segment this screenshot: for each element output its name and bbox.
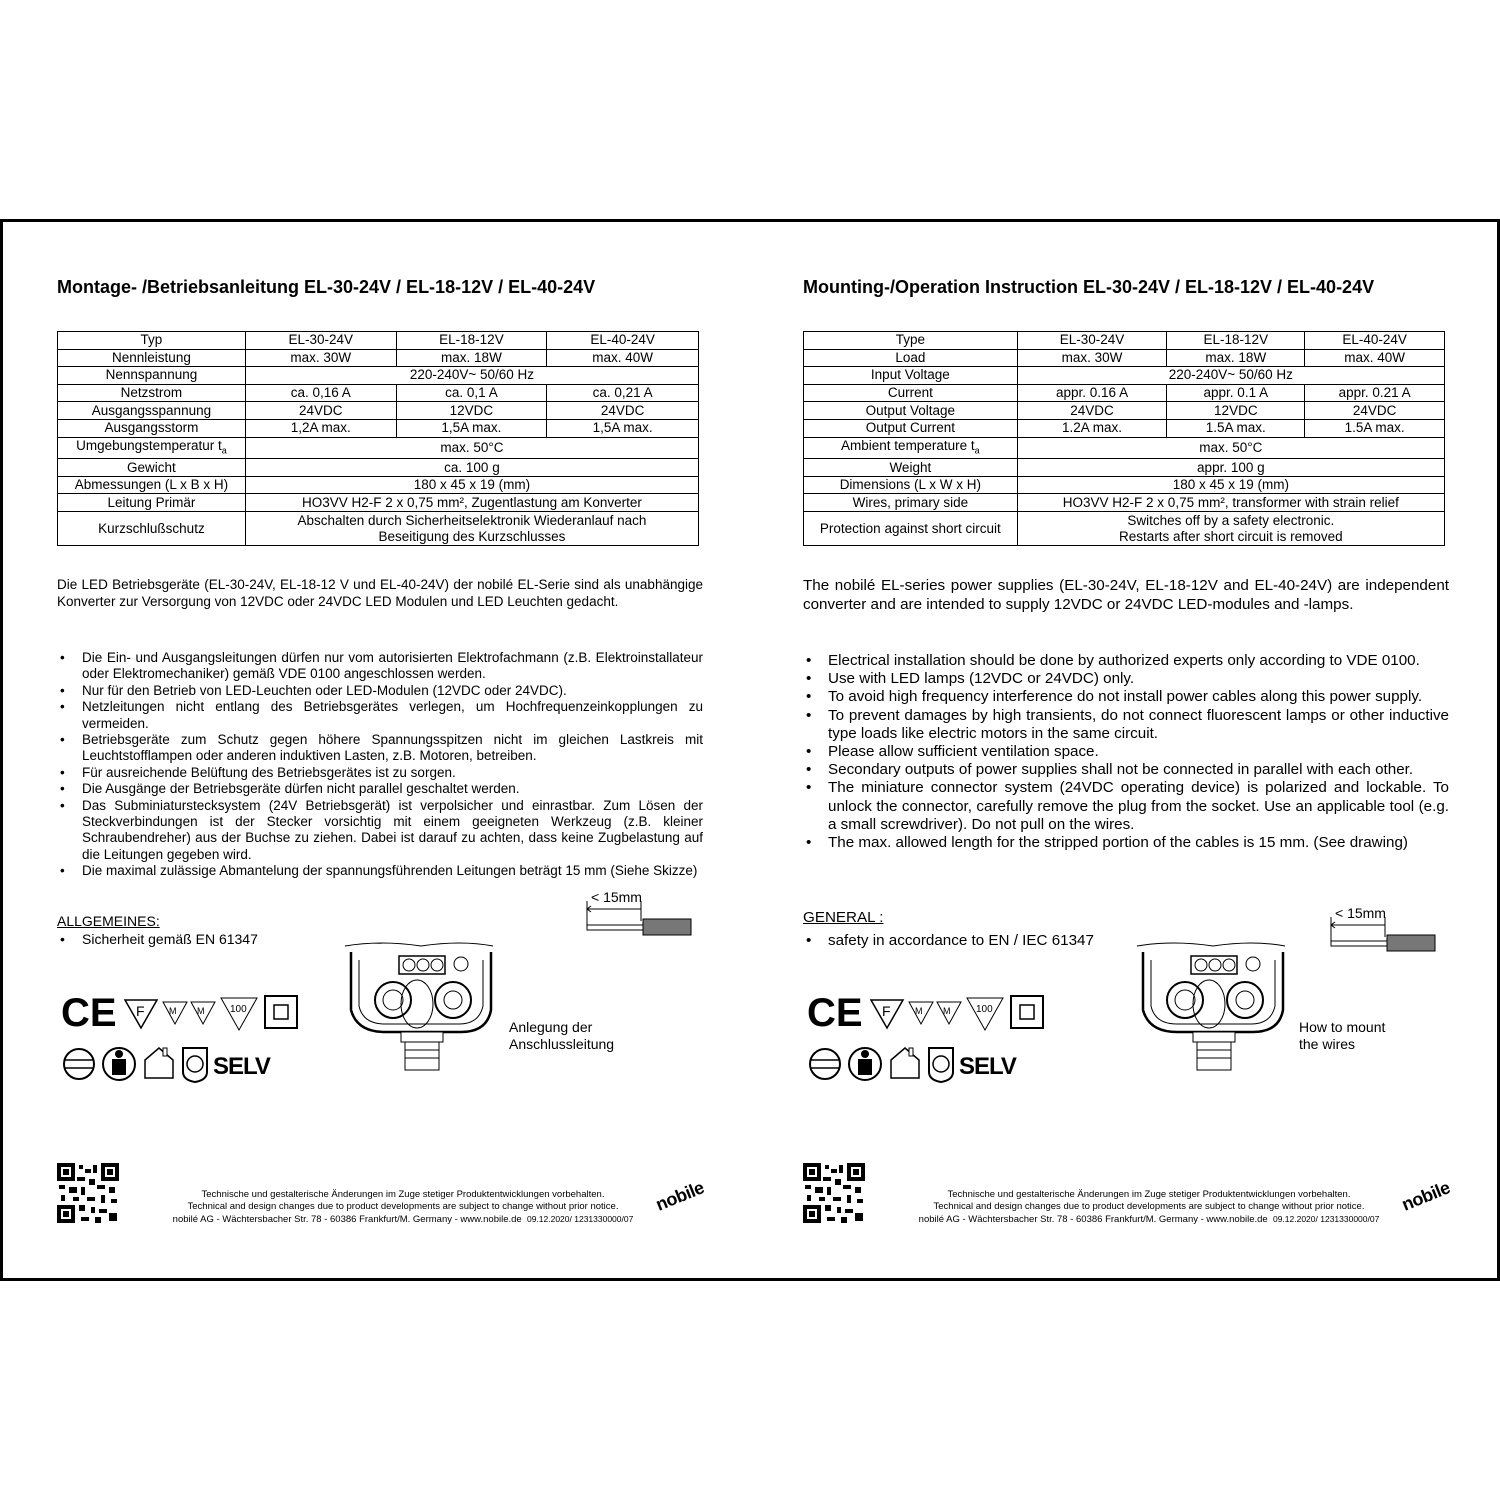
table-row — [58, 367, 699, 385]
list-item: • Nur für den Betrieb von LED-Leuchten oder LED-Modulen (12VDC oder 24VDC). — [57, 683, 703, 699]
page-title: Montage- /Betriebsanleitung EL-30-24V / EL-18-12V / EL-40-24V — [57, 277, 596, 297]
table-cell: 12VDC — [1167, 402, 1305, 420]
safety-transformer-icon — [849, 1048, 881, 1080]
double-insulation-icon — [1011, 996, 1043, 1028]
table-cell: appr. 0.21 A — [1305, 384, 1445, 402]
table-cell: appr. 0.1 A — [1167, 384, 1305, 402]
table-cell: Typ — [58, 332, 246, 350]
document-reference: 09.12.2020/ 1231330000/07 — [526, 1214, 634, 1224]
footer-line-3 — [127, 1213, 679, 1226]
svg-text:M: M — [169, 1006, 177, 1016]
table-row — [804, 384, 1445, 402]
general-item: • Sicherheit gemäß EN 61347 — [57, 931, 258, 947]
safety-symbols — [807, 1042, 1037, 1086]
table-cell: 180 x 45 x 19 (mm) — [1017, 476, 1444, 494]
svg-text:M: M — [915, 1006, 923, 1016]
table-cell: max. 40W — [547, 349, 699, 367]
table-cell: Nennleistung — [58, 349, 246, 367]
protection-line-1: Switches off by a safety electronic. — [1127, 512, 1335, 528]
f-mark-icon — [871, 1000, 903, 1028]
table-cell: 12VDC — [396, 402, 547, 420]
table-row — [804, 419, 1445, 437]
table-cell: 1,5A max. — [547, 419, 699, 437]
table-cell: 24VDC — [1305, 402, 1445, 420]
table-cell: EL-18-12V — [396, 332, 547, 350]
footer-line-1: Technische und gestalterische Änderungen im Zuge stetiger Produktentwicklungen vorbehalten. — [947, 1189, 1351, 1200]
table-cell: EL-40-24V — [1305, 332, 1445, 350]
protection-class-icon — [929, 1048, 953, 1082]
strip-length-drawing — [1329, 905, 1439, 960]
svg-text:100: 100 — [230, 1004, 247, 1015]
instruction-list — [803, 652, 1449, 852]
table-cell — [1017, 512, 1444, 546]
table-cell: 1.2A max. — [1017, 419, 1167, 437]
list-item: • Please allow sufficient ventilation space. — [803, 743, 1449, 761]
table-cell: appr. 0.16 A — [1017, 384, 1167, 402]
list-item: • To prevent damages by high transients, do not connect fluorescent lamps or other inductive type loads like electric motors in the same circuit. — [803, 707, 1449, 743]
svg-text:F: F — [136, 1003, 145, 1019]
table-row — [58, 476, 699, 494]
table-cell: max. 18W — [396, 349, 547, 367]
page-title: Mounting-/Operation Instruction EL-30-24V / EL-18-12V / EL-40-24V — [803, 277, 1375, 297]
list-item: • Secondary outputs of power supplies shall not be connected in parallel with each other. — [803, 761, 1449, 779]
table-row — [58, 459, 699, 477]
table-row — [804, 402, 1445, 420]
table-row — [58, 332, 699, 350]
table-cell: Output Voltage — [804, 402, 1018, 420]
ambient-subscript: a — [974, 445, 980, 456]
table-cell — [245, 512, 698, 546]
table-cell: EL-18-12V — [1167, 332, 1305, 350]
safety-symbols — [61, 1042, 291, 1086]
list-item: • Die Ausgänge der Betriebsgeräte dürfen nicht parallel geschaltet werden. — [57, 781, 703, 797]
table-cell: 1,2A max. — [245, 419, 396, 437]
table-cell: max. 40W — [1305, 349, 1445, 367]
list-item: • Electrical installation should be done by authorized experts only according to VDE 0100. — [803, 652, 1449, 670]
footer-line-3 — [873, 1213, 1425, 1226]
table-cell: Ausgangsstorm — [58, 419, 246, 437]
table-row — [58, 437, 699, 459]
certification-symbols — [807, 990, 1052, 1034]
safety-transformer-icon — [103, 1048, 135, 1080]
table-row — [804, 476, 1445, 494]
table-cell — [58, 437, 246, 459]
protection-line-1: Abschalten durch Sicherheitselektronik Wiederanlauf nach — [297, 512, 647, 528]
selv-mark: SELV — [213, 1053, 270, 1080]
table-cell: EL-40-24V — [547, 332, 699, 350]
general-heading: ALLGEMEINES: — [57, 913, 160, 929]
table-cell: ca. 0,16 A — [245, 384, 396, 402]
strip-length-label: < 15mm — [591, 889, 642, 905]
company-address: nobilé AG - Wächtersbacher Str. 78 - 60386 Frankfurt/M. Germany - www.nobile.de — [172, 1214, 522, 1225]
table-cell: 1.5A max. — [1167, 419, 1305, 437]
table-cell: 24VDC — [245, 402, 396, 420]
table-cell: Gewicht — [58, 459, 246, 477]
table-row — [58, 349, 699, 367]
table-row — [58, 494, 699, 512]
footer-line-2: Technical and design changes due to product developments are subject to change without prior notice. — [187, 1201, 619, 1212]
table-row — [804, 512, 1445, 546]
svg-text:M: M — [943, 1006, 951, 1016]
protection-line-2: Restarts after short circuit is removed — [1119, 528, 1343, 544]
table-row — [804, 367, 1445, 385]
list-item: • Die maximal zulässige Abmantelung der spannungsführenden Leitungen beträgt 15 mm (Siehe Skizze) — [57, 863, 703, 879]
list-item: • The miniature connector system (24VDC operating device) is polarized and lockable. To unlock the connector, carefully remove the plug from the socket. Use an applicable tool (e.g. a small screwdriver). Do not pull on the wires. — [803, 779, 1449, 834]
spec-table — [57, 331, 699, 546]
protection-class-icon — [183, 1048, 207, 1082]
m-mark-icon — [163, 1002, 215, 1024]
m-mark-icon — [909, 1002, 961, 1024]
strip-length-label: < 15mm — [1335, 905, 1386, 921]
table-row — [58, 419, 699, 437]
table-cell: Type — [804, 332, 1018, 350]
table-cell: Nennspannung — [58, 367, 246, 385]
table-cell: HO3VV H2-F 2 x 0,75 mm², Zugentlastung am Konverter — [245, 494, 698, 512]
list-item: • Die Ein- und Ausgangsleitungen dürfen nur vom autorisierten Elektrofachmann (z.B. Elektroinstallateur oder Elektromechaniker) gemäß VDE 0100 angeschlossen werden. — [57, 650, 703, 683]
general-heading: GENERAL : — [803, 909, 884, 926]
list-item: • To avoid high frequency interference do not install power cables along this power supply. — [803, 688, 1449, 706]
table-cell: Wires, primary side — [804, 494, 1018, 512]
document-reference: 09.12.2020/ 1231330000/07 — [1272, 1214, 1380, 1224]
table-cell: max. 30W — [1017, 349, 1167, 367]
selv-mark: SELV — [959, 1053, 1016, 1080]
independent-device-icon — [810, 1049, 840, 1079]
ce-mark-icon: CE — [807, 991, 863, 1034]
instruction-sheet — [0, 219, 1500, 1281]
ambient-subscript: a — [221, 445, 227, 456]
list-item: • The max. allowed length for the stripped portion of the cables is 15 mm. (See drawing) — [803, 834, 1449, 852]
footer — [127, 1189, 679, 1226]
protection-line-2: Beseitigung des Kurzschlusses — [378, 528, 566, 544]
independent-device-icon — [64, 1049, 94, 1079]
table-cell: 1.5A max. — [1305, 419, 1445, 437]
svg-text:F: F — [882, 1003, 891, 1019]
table-cell: 24VDC — [1017, 402, 1167, 420]
footer — [873, 1189, 1425, 1226]
company-address: nobilé AG - Wächtersbacher Str. 78 - 60386 Frankfurt/M. Germany - www.nobile.de — [918, 1214, 1268, 1225]
f-mark-icon — [125, 1000, 157, 1028]
table-cell: HO3VV H2-F 2 x 0,75 mm², transformer with strain relief — [1017, 494, 1444, 512]
table-cell: max. 50°C — [1017, 437, 1444, 459]
table-cell: Dimensions (L x W x H) — [804, 476, 1018, 494]
qr-code-icon — [803, 1163, 865, 1223]
table-cell: Ausgangsspannung — [58, 402, 246, 420]
table-cell: Netzstrom — [58, 384, 246, 402]
house-icon — [891, 1048, 919, 1078]
table-row — [804, 437, 1445, 459]
table-cell: Leitung Primär — [58, 494, 246, 512]
table-cell: 220-240V~ 50/60 Hz — [1017, 367, 1444, 385]
table-cell: Abmessungen (L x B x H) — [58, 476, 246, 494]
table-cell: max. 30W — [245, 349, 396, 367]
table-row — [58, 384, 699, 402]
table-row — [58, 402, 699, 420]
table-cell: EL-30-24V — [245, 332, 396, 350]
table-cell: 220-240V~ 50/60 Hz — [245, 367, 698, 385]
table-cell: ca. 0,21 A — [547, 384, 699, 402]
english-panel — [803, 222, 1453, 1278]
svg-text:M: M — [197, 1006, 205, 1016]
instruction-list — [57, 650, 703, 880]
ambient-label: Umgebungstemperatur t — [76, 437, 222, 453]
house-icon — [145, 1048, 173, 1078]
strip-length-drawing — [585, 889, 695, 944]
table-row — [58, 512, 699, 546]
svg-text:100: 100 — [976, 1004, 993, 1015]
table-cell: max. 18W — [1167, 349, 1305, 367]
table-row — [804, 459, 1445, 477]
table-cell: ca. 100 g — [245, 459, 698, 477]
qr-code-icon — [57, 1163, 119, 1223]
table-cell — [804, 437, 1018, 459]
connector-drawing — [341, 940, 501, 1080]
table-cell: Load — [804, 349, 1018, 367]
nobile-logo: nobile — [1398, 1177, 1453, 1215]
ambient-label: Ambient temperature t — [841, 437, 975, 453]
nobile-logo: nobile — [652, 1177, 707, 1215]
temperature-mark-icon — [967, 998, 1003, 1030]
general-item: • safety in accordance to EN / IEC 61347 — [803, 932, 1094, 949]
table-cell: Input Voltage — [804, 367, 1018, 385]
table-row — [804, 494, 1445, 512]
table-cell: Protection against short circuit — [804, 512, 1018, 546]
table-cell: Weight — [804, 459, 1018, 477]
connector-caption: How to mount the wires — [1299, 1019, 1386, 1052]
table-cell: 1,5A max. — [396, 419, 547, 437]
table-cell: 24VDC — [547, 402, 699, 420]
list-item: • Betriebsgeräte zum Schutz gegen höhere Spannungsspitzen nicht im gleichen Lastkreis mit Leuchtstofflampen oder anderen induktiven Lasten, z.B. Motoren, betreiben. — [57, 732, 703, 765]
double-insulation-icon — [265, 996, 297, 1028]
temperature-mark-icon — [221, 998, 257, 1030]
list-item: • Netzleitungen nicht entlang des Betriebsgerätes verlegen, um Hochfrequenzeinkopplungen zu vermeiden. — [57, 699, 703, 732]
table-cell: max. 50°C — [245, 437, 698, 459]
table-cell: ca. 0,1 A — [396, 384, 547, 402]
spec-table — [803, 331, 1445, 546]
table-row — [804, 349, 1445, 367]
table-cell: 180 x 45 x 19 (mm) — [245, 476, 698, 494]
ce-mark-icon: CE — [61, 991, 117, 1034]
footer-line-2: Technical and design changes due to product developments are subject to change without prior notice. — [933, 1201, 1365, 1212]
table-cell: Output Current — [804, 419, 1018, 437]
table-cell: EL-30-24V — [1017, 332, 1167, 350]
list-item: • Use with LED lamps (12VDC or 24VDC) only. — [803, 670, 1449, 688]
list-item: • Das Subminiaturstecksystem (24V Betriebsgerät) ist verpolsicher und einrastbar. Zum Lösen der Steckverbindungen ist der Stecker vorsichtig mit einem geeigneten Werkzeug (z.B. kleiner Schraubendreher) aus der Buchse zu ziehen. Dabei ist darauf zu achten, dass keine Zugbelastung auf die Leitungen gegeben wird. — [57, 798, 703, 864]
certification-symbols — [61, 990, 306, 1034]
intro-paragraph: Die LED Betriebsgeräte (EL-30-24V, EL-18-12 V und EL-40-24V) der nobilé EL-Serie sind als unabhängige Konverter zur Versorgung von 12VDC oder 24VDC LED Modulen und LED Leuchten gedacht. — [57, 577, 703, 609]
list-item: • Für ausreichende Belüftung des Betriebsgerätes ist zu sorgen. — [57, 765, 703, 781]
table-cell: Kurzschlußschutz — [58, 512, 246, 546]
connector-drawing — [1133, 940, 1293, 1080]
table-cell: Current — [804, 384, 1018, 402]
footer-line-1: Technische und gestalterische Änderungen im Zuge stetiger Produktentwicklungen vorbehalten. — [201, 1189, 605, 1200]
intro-paragraph: The nobilé EL-series power supplies (EL-30-24V, EL-18-12V and EL-40-24V) are independent converter and are intended to supply 12VDC or 24VDC LED-modules and -lamps. — [803, 577, 1449, 613]
german-panel — [57, 222, 707, 1278]
connector-caption: Anlegung der Anschlussleitung — [509, 1019, 615, 1052]
table-cell: appr. 100 g — [1017, 459, 1444, 477]
table-row — [804, 332, 1445, 350]
